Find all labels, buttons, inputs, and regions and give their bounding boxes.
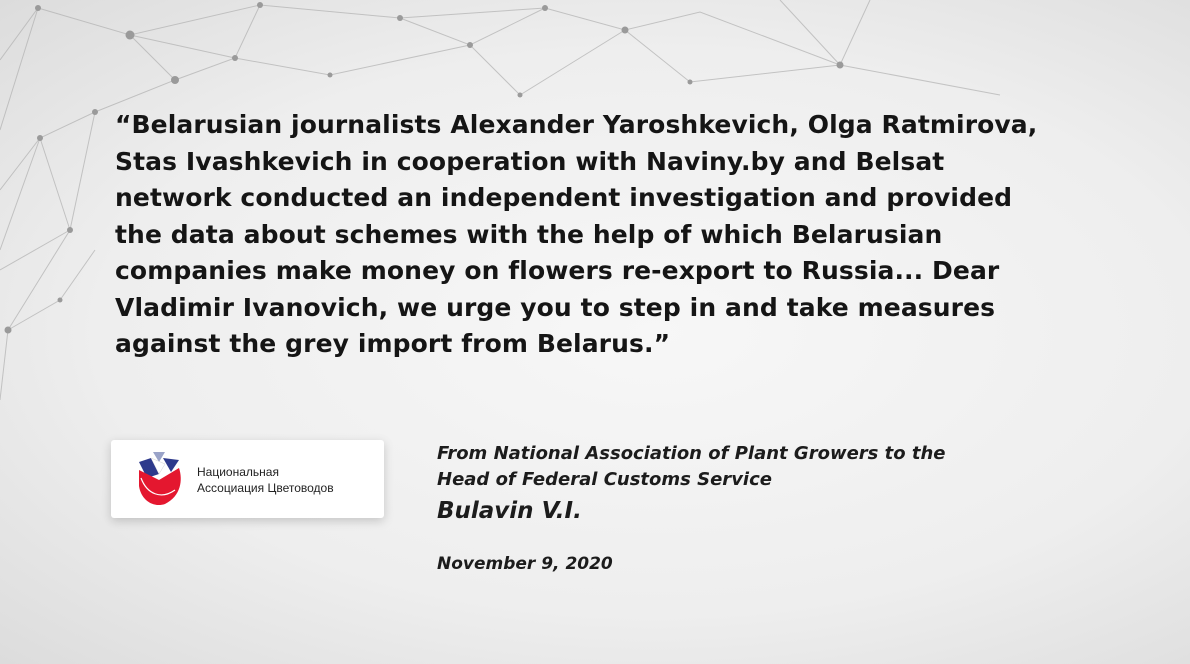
quote-line: “Belarusian journalists Alexander Yaroshkevich, Olga Ratmirova, bbox=[115, 110, 1038, 139]
logo-text bbox=[197, 464, 334, 496]
logo-line-2: Ассоциация Цветоводов bbox=[197, 481, 334, 495]
attribution-line-2: Head of Federal Customs Service bbox=[437, 469, 772, 490]
attribution-block bbox=[437, 441, 946, 575]
quote-line: Vladimir Ivanovich, we urge you to step in and take measures bbox=[115, 292, 996, 322]
association-logo-card bbox=[111, 440, 384, 518]
quote-line: against the grey import from Belarus.” bbox=[115, 329, 671, 358]
quote-line: Stas Ivashkevich in cooperation with Naviny.by and Belsat bbox=[115, 146, 945, 176]
letter-date: November 9, 2020 bbox=[437, 554, 613, 574]
attribution-line-1: From National Association of Plant Growers to the bbox=[437, 443, 946, 464]
tulip-logo-icon bbox=[135, 450, 189, 508]
recipient-name: Bulavin V.I. bbox=[437, 498, 582, 524]
logo-line-1: Национальная bbox=[197, 465, 279, 479]
quote-line: the data about schemes with the help of which Belarusian bbox=[115, 219, 943, 249]
quote-line: network conducted an independent investigation and provided bbox=[115, 183, 1013, 212]
quote-line: companies make money on flowers re-export to Russia... Dear bbox=[115, 256, 1000, 285]
quote-text bbox=[115, 107, 1075, 363]
